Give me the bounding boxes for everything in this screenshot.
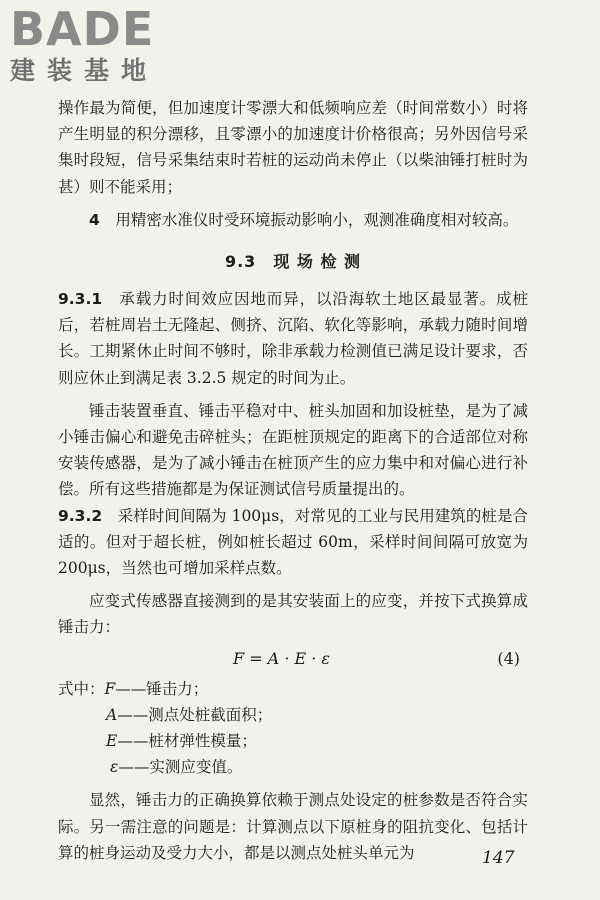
dash: —— [117, 732, 149, 751]
equation-4 [58, 644, 528, 674]
list-item-text: 用精密水准仪时受环境振动影响小，观测准确度相对较高。 [115, 210, 519, 229]
where-line-E [58, 728, 528, 754]
page-body [58, 95, 528, 866]
section-title: 现 场 检 测 [273, 252, 362, 272]
clause-9-3-2 [58, 503, 528, 582]
logo-subtitle: 建装基地 [10, 56, 159, 85]
where-line-epsilon [58, 754, 528, 780]
clause-number: 9.3.1 [58, 290, 103, 309]
paragraph-sensor-installation: 锤击装置垂直、锤击平稳对中、桩头加固和加设桩垫，是为了减小锤击偏心和避免击碎桩头；在距桩顶规定的距离下的合适部位对称安装传感器，是为了减小锤击在桩顶产生的应力集中和对偏心进行补偿。所有这些措施都是为保证测试信号质量提出的。 [58, 401, 528, 499]
definition: 实测应变值。 [149, 758, 243, 777]
symbol: ε [110, 758, 119, 777]
where-line-F [58, 676, 528, 702]
paragraph-continuation: 操作最为简便，但加速度计零漂大和低频响应差（时间常数小）时将产生明显的积分漂移，且零漂小的加速度计价格很高；另外因信号采集时段短，信号采集结束时若桩的运动尚未停止（以柴油锤打桩时为甚）则不能采用； [58, 99, 528, 196]
dash: —— [115, 679, 147, 698]
list-item-number: 4 [89, 210, 100, 229]
equation-number: (4) [497, 648, 520, 668]
clause-number: 9.3.2 [58, 506, 103, 525]
definition: 测点处桩截面积； [148, 705, 273, 724]
list-item-4 [58, 207, 528, 233]
section-heading [58, 249, 528, 272]
clause-text: 承载力时间效应因地而异，以沿海软土地区最显著。成桩后，若桩周岩土无隆起、侧挤、沉陷、软化等影响，承载力随时间增长。工期紧休止时间不够时，除非承载力检测值已满足设计要求，否则应休止到满足表 3.2.5 规定的时间为止。 [58, 290, 528, 387]
definition: 桩材弹性模量； [148, 732, 257, 751]
section-number: 9.3 [224, 252, 257, 272]
dash: —— [117, 705, 149, 724]
where-prefix: 式中： [58, 679, 105, 698]
equation-expression: F = A · E · ε [233, 648, 331, 668]
logo-wordmark: BADE [10, 2, 155, 56]
symbol: E [106, 732, 118, 751]
clause-9-3-1 [58, 286, 528, 391]
page-number: 147 [482, 848, 515, 868]
clause-text: 采样时间间隔为 100μs，对常见的工业与民用建筑的桩是合适的。但对于超长桩，例如桩长超过 60m，采样时间间隔可放宽为 200μs，当然也可增加采样点数。 [58, 506, 528, 578]
definition: 锤击力； [146, 679, 209, 698]
symbol: A [106, 705, 118, 724]
paragraph-strain-sensor: 应变式传感器直接测到的是其安装面上的应变，并按下式换算成锤击力： [58, 592, 528, 637]
dash: —— [118, 758, 150, 777]
paragraph-closing: 显然，锤击力的正确换算依赖于测点处设定的桩参数是否符合实际。另一需注意的问题是：计算测点以下原桩身的阻抗变化、包括计算的桩身运动及受力大小，都是以测点处桩头单元为 [58, 791, 528, 862]
watermark-logo [10, 2, 180, 88]
symbol: F [104, 679, 116, 698]
where-line-A [58, 702, 528, 728]
